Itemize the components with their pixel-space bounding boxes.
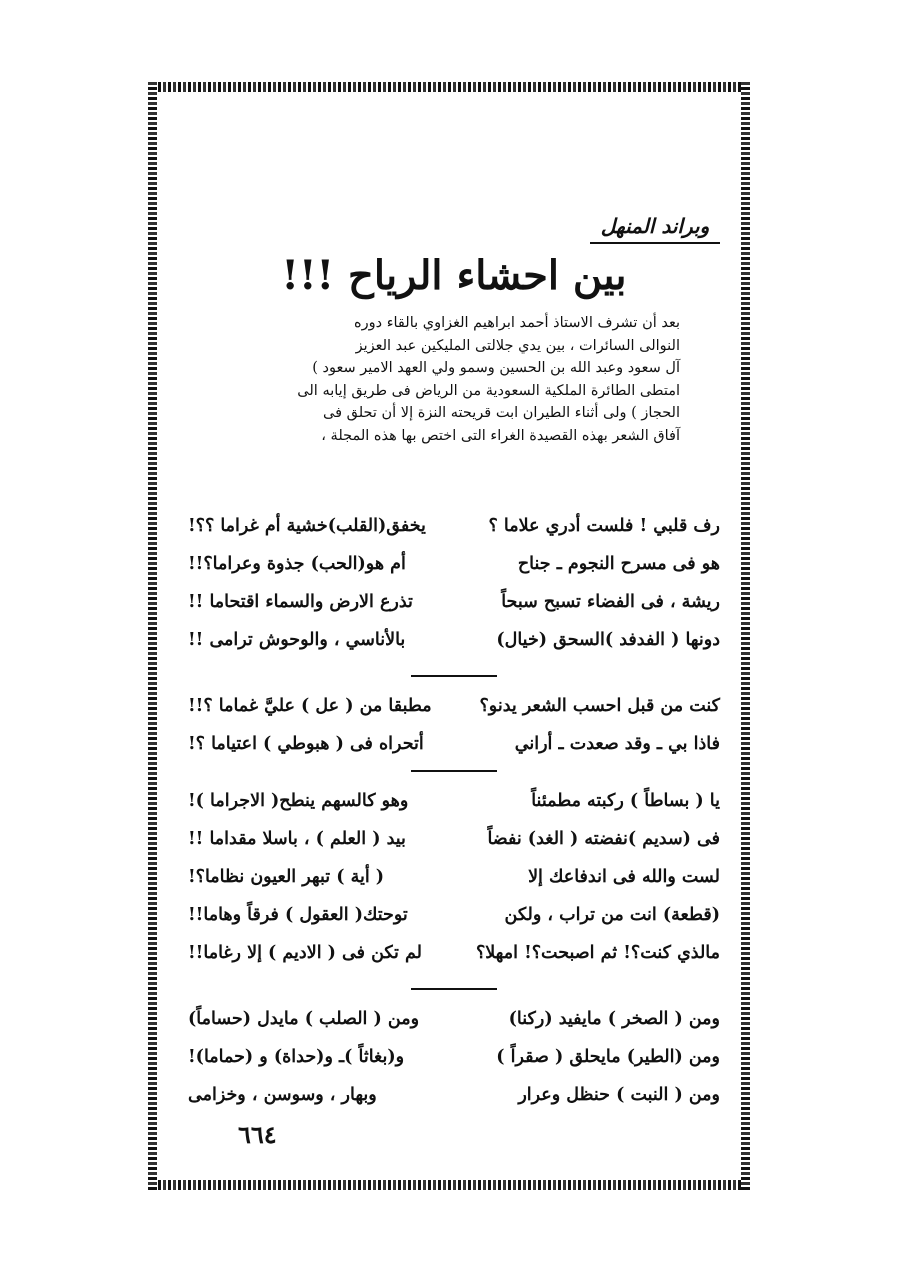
verse-line [188,1076,720,1114]
stanza-divider [411,770,497,772]
verse-left-hemistich: بالأناسي ، والوحوش ترامى !! [188,630,406,650]
stanza-3 [188,782,720,972]
verse-right-hemistich: هو فى مسرح النجوم ـ جناح [517,554,720,574]
verse-left-hemistich: ومن ( الصلب ) مايدل (حساماً) [188,1009,420,1029]
verse-right-hemistich: لست والله فى اندفاعك إلا [528,867,720,887]
verse-line [188,858,720,896]
intro-line: امتطى الطائرة الملكية السعودية من الرياض فى طريق إيابه الى [297,382,680,399]
verse-line [188,934,720,972]
stanza-4 [188,1000,720,1114]
verse-left-hemistich: أم هو(الحب) جذوة وعراما؟!! [188,554,406,574]
verse-line [188,687,720,725]
verse-left-hemistich: يخفق(القلب)خشية أم غراما ؟؟! [188,516,426,536]
verse-right-hemistich: ومن (الطير) مايحلق ( صقراً ) [496,1047,720,1067]
stanza-divider [411,675,497,677]
verse-right-hemistich: فى (سديم )نفضته ( الغد) نفضاً [487,829,720,849]
verse-line [188,725,720,763]
ornamental-border-right [741,82,750,1190]
verse-left-hemistich: مطبقا من ( عل ) عليَّ غماما ؟!! [188,696,432,716]
verse-left-hemistich: أتحراه فى ( هبوطي ) اعتياما ؟! [188,734,424,754]
intro-line: آل سعود وعبد الله بن الحسين وسمو ولي العهد الامير سعود ) [312,360,680,376]
intro-line: النوالى السائرات ، بين يدي جلالتى المليكين عبد العزيز [355,337,680,354]
verse-right-hemistich: (قطعة) انت من تراب ، ولكن [504,905,720,925]
section-tag: وبراند المنهل [590,214,720,244]
page-content [188,82,720,1190]
verse-line [188,507,720,545]
verse-line [188,583,720,621]
verse-left-hemistich: وبهار ، وسوسن ، وخزامى [188,1085,377,1105]
intro-line: الحجاز ) ولى أثناء الطيران ابت قريحته النزة إلا أن تحلق فى [323,405,680,421]
verse-right-hemistich: ريشة ، فى الفضاء تسبح سبحاً [501,592,720,612]
verse-left-hemistich: لم تكن فى ( الاديم ) إلا رغاما!! [188,943,422,963]
verse-line [188,782,720,820]
verse-line [188,1038,720,1076]
verse-line [188,820,720,858]
intro-line: بعد أن تشرف الاستاذ أحمد ابراهيم الغزاوي بالقاء دوره [354,315,680,331]
intro-line: آفاق الشعر بهذه القصيدة الغراء التى اختص بها هذه المجلة ، [321,427,680,444]
verse-left-hemistich: تذرع الارض والسماء اقتحاما !! [188,592,413,612]
poem-title: بين احشاء الرياح !!! [281,252,627,299]
verse-left-hemistich: توحتك( العقول ) فرقاً وهاما!! [188,905,408,925]
verse-line [188,621,720,659]
intro-paragraph [228,312,680,447]
verse-right-hemistich: كنت من قبل احسب الشعر يدنو؟ [479,696,720,716]
stanza-1 [188,507,720,659]
verse-left-hemistich: ( أية ) تبهر العيون نظاما؟! [188,867,385,887]
stanza-divider [411,988,497,990]
verse-line [188,1000,720,1038]
verse-right-hemistich: يا ( بساطاً ) ركبته مطمئناً [531,791,720,811]
verse-left-hemistich: وهو كالسهم ينطح( الاجراما )! [188,791,409,811]
verse-right-hemistich: رف قلبي ! فلست أدري علاما ؟ [488,516,720,536]
verse-line [188,896,720,934]
page-number: ٦٦٤ [238,1120,277,1149]
verse-right-hemistich: دونها ( الفدفد )السحق (خيال) [496,630,720,650]
verse-right-hemistich: فاذا بي ـ وقد صعدت ـ أراني [514,734,720,754]
verse-line [188,545,720,583]
verse-left-hemistich: بيد ( العلم ) ، باسلا مقداما !! [188,829,406,849]
verse-left-hemistich: و(بغاثاً )ـ و(حداة) و (حماما)! [188,1047,405,1067]
ornamental-border-left [148,82,157,1190]
page-frame [148,82,750,1190]
stanza-2 [188,687,720,763]
verse-right-hemistich: ومن ( النبت ) حنظل وعرار [518,1085,720,1105]
verse-right-hemistich: ومن ( الصخر ) مايفيد (ركنا) [508,1009,720,1029]
verse-right-hemistich: مالذي كنت؟! ثم اصبحت؟! امهلا؟ [475,943,720,963]
